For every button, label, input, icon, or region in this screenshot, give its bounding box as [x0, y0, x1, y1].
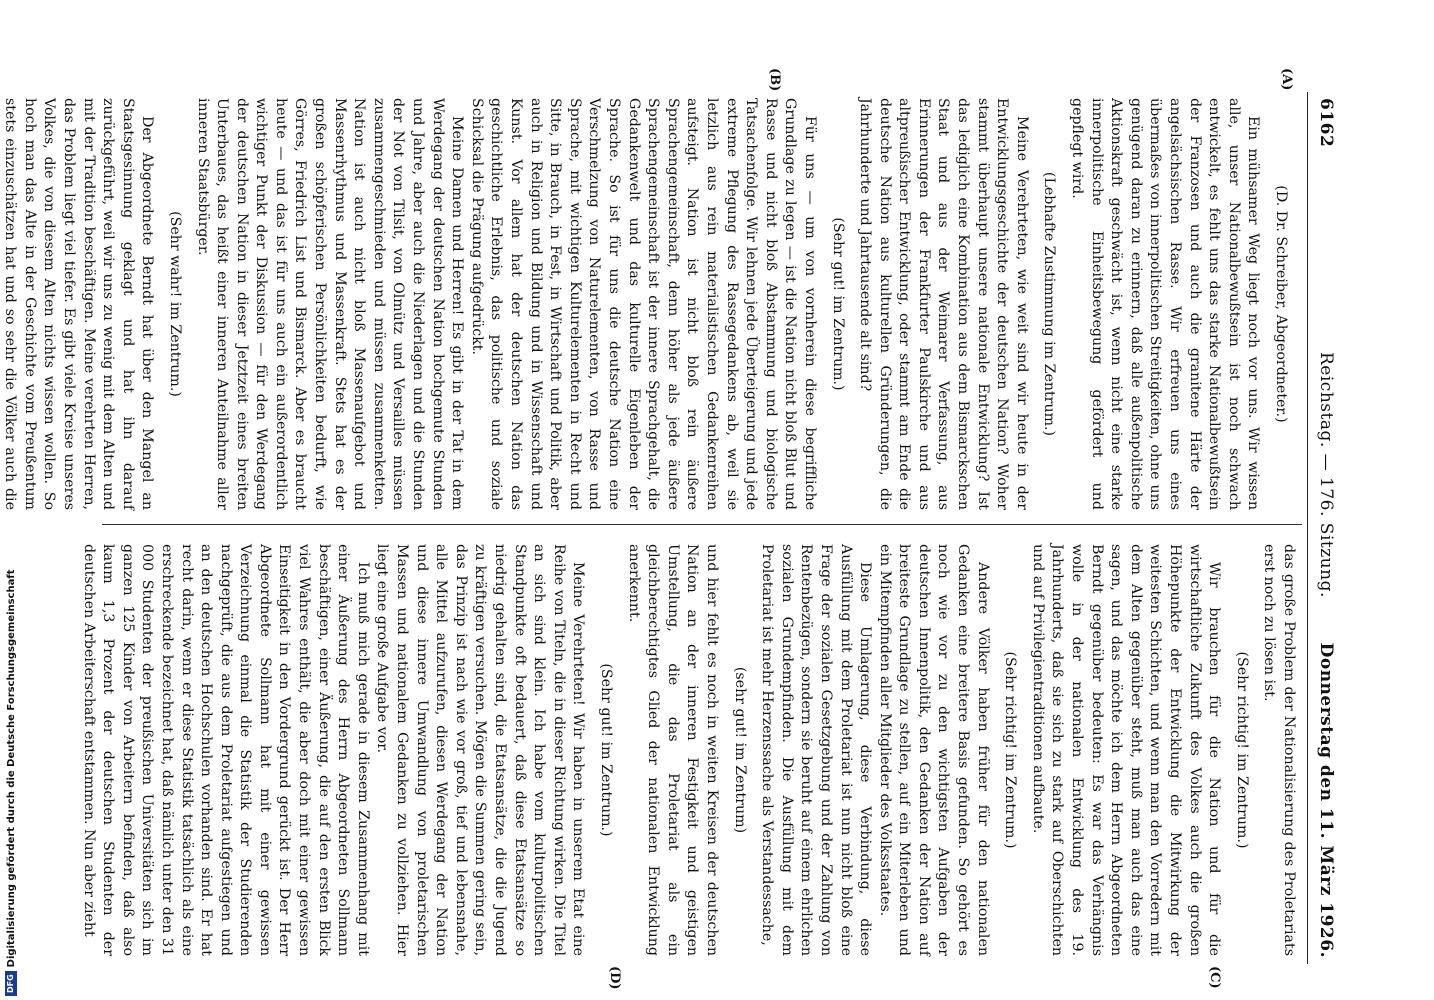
- margin-marker-d: (D): [607, 966, 622, 990]
- header-title: Reichstag. — 176. Sitzung.: [1316, 352, 1336, 598]
- reaction: (Sehr wahr! im Zentrum.): [166, 211, 183, 397]
- reaction: (Sehr gut! im Zentrum.): [598, 663, 614, 837]
- column-divider: [102, 524, 1302, 525]
- paragraph: Ein mühsamer Weg liegt noch vor uns. Wir wissen alle, unser Nationalbewußtsein ist noch schwach entwickelt, es fehlt uns das starke Nationalbewußtsein der Franzosen und auch die granitene Härte der angelsächsischen Rasse. Wir erfreuen uns eines übermaßes von innerpolitischen Streitigkeiten, ohne uns genügend daran zu erinnern, daß alle außenpolitische Aktionskraft geschwächt ist, wenn nicht eine starke innerpolitische Einheitsbewegung gefördert und gepflegt wird.: [1069, 98, 1262, 510]
- paragraph: Meine Verehrteten, wie weit sind wir heute in der Entwicklungsgeschichte der deutschen Nation? Woher stammt überhaupt unsere nationale Entwicklung? Ist das lediglich eine Kombination aus dem Bismarckschen Staat und aus der Weimarer Verfassung, aus Erinnerungen der Frankfurter Paulskirche und aus altpreußischer Entwicklung, oder stammt am Ende die deutsche Nation aus kulturellen Gründerungen, die Jahrhunderte und Jahrtausende alt sind?: [857, 98, 1030, 510]
- digitization-credit-text-wrap: [2, 569, 22, 996]
- dfg-logo: DFG: [5, 971, 17, 996]
- credit-text: Digitalisierung gefördert durch die Deutsche Forschungsgemeinschaft: [6, 569, 17, 968]
- paragraph: Meine Verehrteten! Wir haben in unserem Etat eine Reihe von Titeln, die in dieser Richtung wirken. Die Titel an sich sind klein. Ich habe vom kulturpolitischen Standpunkte oft bedauert, daß diese Etatsansätze so niedrig gehalten sind, die Etatsansätze, die die Jugend zu kräftigen versuchen. Mögen die Summen gering sein, das Prinzip ist nach wie vor groß, tief und lebensnahe, alle Mittel aufzurufen, diesen Werdegang der Nation und diese innere Umwandlung von proletarischen Massen und nationalem Gedanken zu vollziehen. Hier liegt eine große Aufgabe vor.: [374, 544, 587, 956]
- margin-marker-b: (B): [767, 68, 782, 92]
- header-rule: [1307, 92, 1308, 964]
- margin-marker-c: (C): [1207, 966, 1222, 989]
- reaction: (Lebhafte Zustimmung im Zentrum.): [1041, 171, 1058, 437]
- right-column: [78, 544, 1298, 956]
- paragraph: Andere Völker haben früher für den nationalen Gedanken eine breitere Basis gefunden. So gehört es noch wie vor zu den wichtigsten Aufgaben der deutschen Innenpolitik, den Gedanken der Nation auf breiteste Grundlage zu stellen, auf ein Miterleben und ein Mitempfinden aller Mitglieder des Volksstaates.: [876, 544, 991, 956]
- speaker-line: (D. Dr. Schreiber, Abgeordneter.): [1273, 185, 1289, 423]
- paragraph: Meine Damen und Herren! Es gibt in der Tat in dem Werdegang der deutschen Nation hochgemute Stunden und Jahre, aber auch die Niederlagen und die Stunden der Not von Tilsit, von Olmütz und Versailles müssen zusammengeschmieden und müssen zusammenketten. Nation ist auch nicht bloß Massenaufgebot und Massenrhythmus und Massenkraft. Stets hat es der großen schöpferischen Persönlichkeiten bedurft, wie Görres, Friedrich List und Bismarck. Aber es braucht heute — und das ist für uns auch ein außerordentlich wichtiger Punkt der Diskussion — für den Werdegang der deutschen Nation in dieser Jetztzeit eines breiten Unterbaues, das heißt einer inneren Anteilnahme aller inneren Staatsbürger.: [194, 98, 466, 510]
- digitization-credit: [2, 569, 22, 996]
- paragraph: Ich muß mich gerade in diesem Zusammenhang mit einer Äußerung des Herrn Abgeordneten Sollmann beschäftigen, einer Äußerung, die auf den ersten Blick viel Wahres enthält, die aber doch mit einer gewissen Einseitigkeit in den Vordergrund gerückt ist. Der Herr Abgeordnete Sollmann hat mit einer gewissen Verzeichnung einmal die Statistik der Studierenden nachgeprüft, die aus dem Proletariat aufgestiegen und an den deutschen Hochschulen vorhanden sind. Er hat recht darin, wenn er diese Statistik tatsächlich als eine erschreckende bezeichnet hat, daß nämlich unter den 31 000 Studenten der preußischen Universitäten sich im ganzen 125 Kinder von Arbeitern befinden, daß also kaum 1,3 Prozent der deutschen Studenten der deutschen Arbeiterschaft entstammen. Nun aber zieht: [80, 544, 371, 956]
- reaction: (Sehr gut! im Zentrum.): [829, 217, 846, 391]
- paragraph: Diese Umlagerung, diese Verbindung, diese Ausfüllung mit dem Proletariat ist nun nicht bloß eine Frage der sozialen Gesetzgebung und der Zahlung von Rentenbezügen, sondern sie beruht auf einem ehrlichen sozialen Grundempfinden. Die Ausfüllung mit dem Proletariat ist mehr Herzenssache als Verstandessache,: [759, 544, 874, 956]
- paragraph: Der Abgeordnete Berndt hat über den Mangel an Staatsgesinnung geklagt und hat ihn darauf zurückgeführt, weil wir uns zu wenig mit dem Alten und mit der Tradition beschäftigen. Meine verehrten Herren, das Problem liegt viel tiefer. Es gibt viele Kreise unseres Volkes, die von diesem Alten nichts wissen wollen. So hoch man das Alte in der Geschichte vom Preußentum stets einzuschätzen hat und so sehr die Völker auch die: [2, 98, 156, 510]
- paragraph: Wir brauchen für die Nation und für die wirtschaftliche Zukunft des Volkes auch die großen Höhepunkte der Entwicklung die Mitwirkung der weitesten Schichten, und wenn man den Vorredern mit dem Alten gegenüber steht, muß man auch das eine sagen, und das möchte ich dem Herrn Abgeordneten Berndt gegenüber bedeuten: Es war das Verhängnis wolle in der nationalen Entwicklung des 19. Jahrhunderts, daß sie sich zu stark auf Oberschichten und auf Privilegientraditionen aufbaute.: [1029, 544, 1223, 956]
- reaction: (sehr gut! im Zentrum): [731, 666, 748, 834]
- header-date: Donnerstag den 11. März 1926.: [1316, 642, 1336, 958]
- left-column: [0, 98, 1298, 510]
- page-number: 6162: [1316, 98, 1336, 148]
- reaction: (Sehr richtig! im Zentrum.): [1002, 651, 1019, 849]
- reaction: (Sehr richtig! im Zentrum.): [1233, 651, 1250, 849]
- paragraph: und hier fehlt es noch in weiten Kreisen der deutschen Nation an der inneren Festigkeit und geistigen Umstellung, die das Proletariat als ein gleichberechtigtes Glied der nationalen Entwicklung anerkennt.: [625, 544, 720, 956]
- paragraph: das große Problem der Nationalisierung des Proletariats erst noch zu lösen ist.: [1261, 544, 1297, 956]
- page-header: [1312, 92, 1342, 964]
- paragraph: Für uns — um von vornherein diese begriffliche Grundlage zu legen — ist die Nation nicht bloß Blut und Rasse und nicht bloß Abstammung und biologische Tatsachenfolge. Wir lehnen jede Überteigerung und jede extreme Pflegung des Rassegedankens ab, weil sie letzlich aus rein materialistischen Gedankenreihen aufsteigt. Nation ist nicht bloß rein äußere Sprachengemeinschaft, denn höher als jede äußere Sprachengemeinschaft ist der innere Sprachgehalt, die Gedankenwelt und das kulturelle Eigenleben der Sprache. So ist für uns die deutsche Nation eine Verschmelzung von Naturelementen, von Rasse und Sprache, mit wichtigen Kulturelementen in Recht und Sitte, in Brauch, in Fest, in Wirtschaft und Politik, aber auch in Religion und Bildung und in Wissenschaft und Kunst. Vor allem hat der deutschen Nation das geschichtliche Erlebnis, das politische und soziale Schicksal die Prägung aufgedrückt.: [468, 98, 818, 510]
- margin-marker-a: (A): [1279, 68, 1294, 91]
